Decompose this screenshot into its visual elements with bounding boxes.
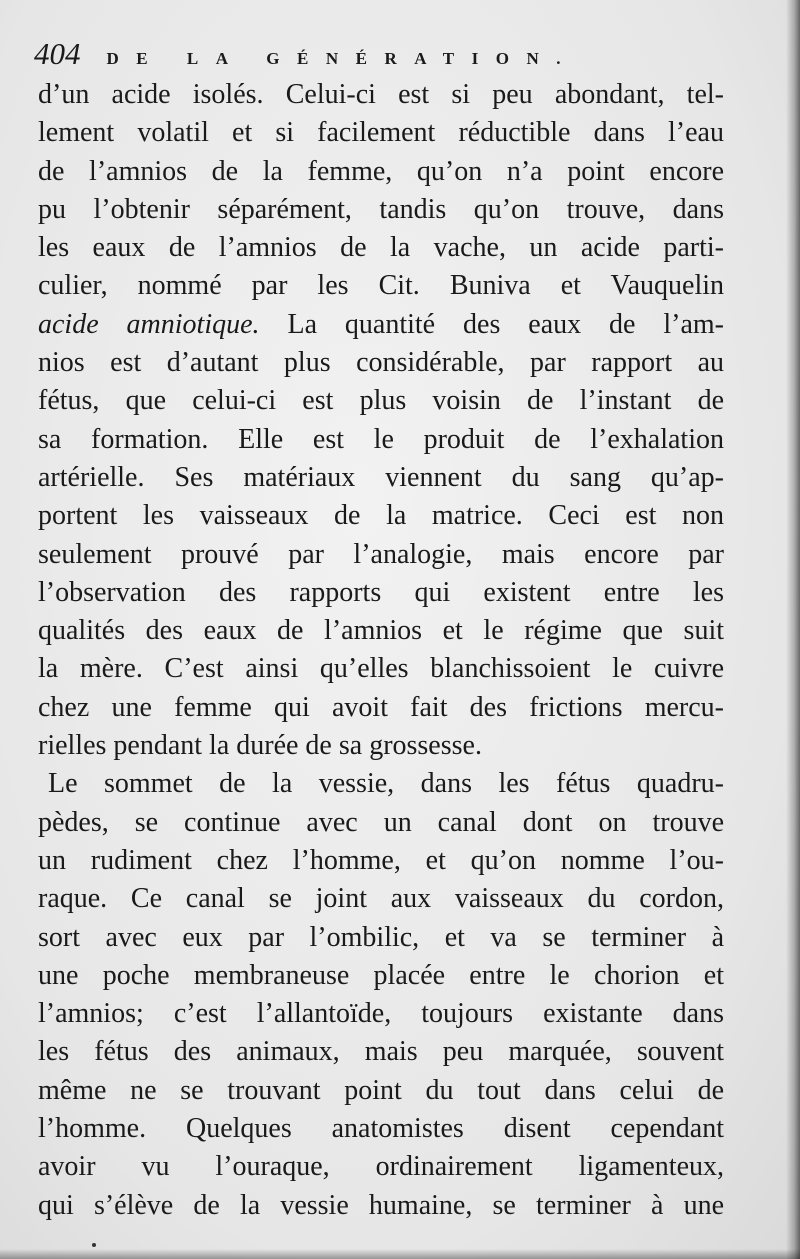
text-line: seulement prouvé par l’analogie, mais encore par	[38, 538, 724, 570]
text-line: sa formation. Elle est le produit de l’exhalation	[38, 423, 724, 455]
text-line-mixed	[38, 306, 724, 344]
text-line: qualités des eaux de l’amnios et le régime que suit	[38, 615, 724, 647]
text-line: l’observation des rapports qui existent entre les	[38, 576, 724, 608]
text-line: qui s’élève de la vessie humaine, se terminer à une	[38, 1189, 724, 1221]
text-line: sort avec eux par l’ombilic, et va se terminer à	[38, 921, 724, 953]
body-text	[38, 76, 724, 1225]
text-line-rest: La quantité des eaux de l’am-	[287, 308, 725, 340]
text-line: les eaux de l’amnios de la vache, un acide parti-	[38, 232, 724, 264]
text-line: avoir vu l’ouraque, ordinairement ligamenteux,	[38, 1151, 724, 1183]
paragraph-2	[38, 765, 724, 1225]
text-line: de l’amnios de la femme, qu’on n’a point encore	[38, 155, 724, 187]
text-line: les fétus des animaux, mais peu marquée, souvent	[38, 1036, 724, 1068]
text-line: fétus, que celui-ci est plus voisin de l’instant de	[38, 385, 724, 417]
page-edge-shadow	[786, 0, 800, 1259]
text-line: d’un acide isolés. Celui-ci est si peu abondant, tel-	[38, 79, 724, 110]
running-head: DE LA GÉNÉRATION.	[106, 49, 578, 68]
text-line: chez une femme qui avoit fait des frictions mercu-	[38, 691, 724, 723]
page-header	[34, 36, 734, 76]
page-bottom-shadow	[0, 1249, 800, 1259]
ink-speck	[92, 1243, 96, 1247]
text-line: pu l’obtenir séparément, tandis qu’on trouve, dans	[38, 193, 724, 225]
text-line: nios est d’autant plus considérable, par rapport au	[38, 347, 724, 379]
text-line: culier, nommé par les Cit. Buniva et Vauquelin	[38, 270, 724, 302]
text-line: pèdes, se continue avec un canal dont on trouve	[38, 806, 724, 838]
text-line: la mère. C’est ainsi qu’elles blanchissoient le cuivre	[38, 653, 724, 685]
text-line: Le sommet de la vessie, dans les fétus quadru-	[48, 768, 724, 800]
text-line: l’homme. Quelques anatomistes disent cependant	[38, 1113, 724, 1145]
text-line: un rudiment chez l’homme, et qu’on nomme l’ou-	[38, 844, 724, 876]
text-line: artérielle. Ses matériaux viennent du sang qu’ap-	[38, 461, 724, 493]
text-line: portent les vaisseaux de la matrice. Ceci est non	[38, 500, 724, 532]
text-line: même ne se trouvant point du tout dans celui de	[38, 1074, 724, 1106]
text-line: l’amnios; c’est l’allantoïde, toujours existante dans	[38, 998, 724, 1030]
text-line: rielles pendant la durée de sa grossesse.	[38, 730, 482, 762]
text-line: une poche membraneuse placée entre le chorion et	[38, 959, 724, 991]
text-line: lement volatil et si facilement réductible dans l’eau	[38, 117, 724, 149]
text-line: raque. Ce canal se joint aux vaisseaux du cordon,	[38, 883, 724, 915]
page-number: 404	[34, 36, 81, 71]
paragraph-1	[38, 76, 724, 765]
italic-term: acide amniotique.	[38, 308, 260, 340]
